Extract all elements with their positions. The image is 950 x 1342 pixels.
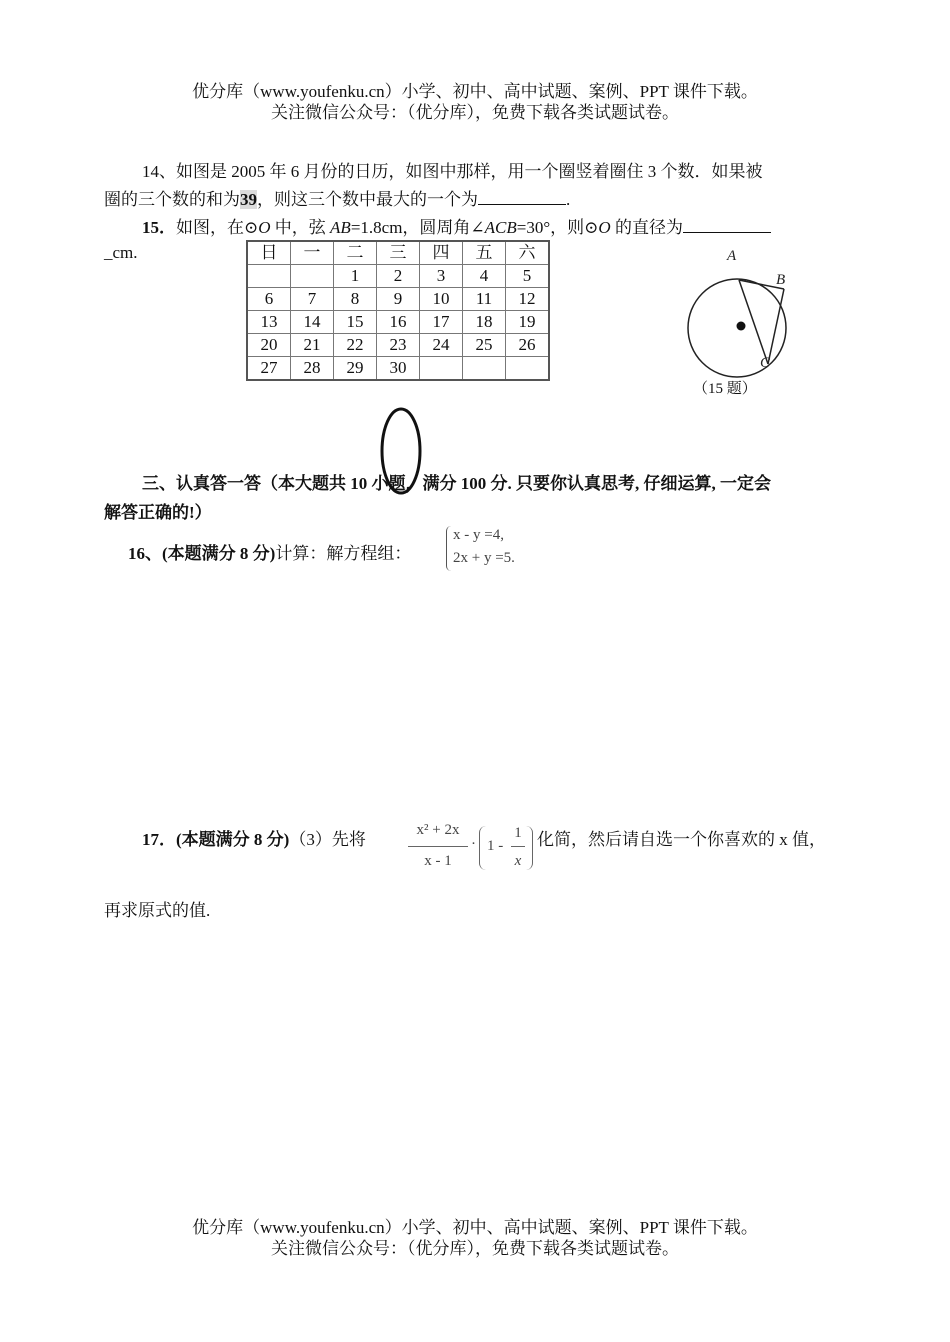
q15-answer-blank[interactable] — [683, 218, 771, 233]
q17-line-1 — [142, 825, 366, 850]
calendar-cell: 15 — [334, 311, 377, 334]
q17-part: （3）先将 — [289, 830, 366, 849]
q16-line — [128, 539, 411, 564]
q14-answer-blank[interactable] — [478, 190, 566, 205]
q15-number: 15． — [142, 218, 176, 237]
q14-line-1: 14、如图是 2005 年 6 月份的日历，如图中那样，用一个圈竖着圈住 3 个数．如果被 — [142, 162, 763, 181]
q17-label: 17．(本题满分 8 分) — [142, 830, 290, 849]
calendar-cell — [247, 265, 291, 288]
header-line-2: 关注微信公众号：（优分库），免费下载各类试题试卷。 — [271, 103, 679, 122]
calendar-header-cell: 三 — [377, 241, 420, 265]
section-3-line-1: 三、认真答一答（本大题共 10 小题，满分 100 分. 只要你认真思考, 仔细运算, 一定会 — [142, 474, 771, 493]
calendar-cell: 19 — [506, 311, 550, 334]
calendar-cell — [291, 265, 334, 288]
calendar-header-cell: 五 — [463, 241, 506, 265]
calendar-header-row — [247, 241, 549, 265]
header-line-1: 优分库（www.youfenku.cn）小学、初中、高中试题、案例、PPT 课件下载。 — [192, 82, 758, 101]
calendar-cell: 20 — [247, 334, 291, 357]
q17-left-paren — [479, 826, 486, 870]
chord-ac — [739, 280, 768, 364]
calendar-header-cell: 日 — [247, 241, 291, 265]
calendar-cell: 5 — [506, 265, 550, 288]
calendar-cell: 11 — [463, 288, 506, 311]
q15-line-2: _cm. — [104, 243, 138, 262]
q15-chord-ab: AB — [330, 218, 351, 237]
label-b: B — [776, 272, 786, 288]
calendar-header-cell: 一 — [291, 241, 334, 265]
q17-dot: · — [471, 836, 476, 852]
calendar-cell: 22 — [334, 334, 377, 357]
q17-right-paren — [526, 826, 533, 870]
q17-line-2: 再求原式的值. — [104, 901, 211, 920]
center-dot — [737, 322, 746, 331]
calendar-cell: 7 — [291, 288, 334, 311]
q16-text: 计算：解方程组： — [275, 544, 412, 563]
calendar-cell: 13 — [247, 311, 291, 334]
q14-text-post: ，则这三个数中最大的一个为 — [257, 190, 478, 209]
calendar-table — [246, 240, 550, 381]
calendar-cell: 29 — [334, 357, 377, 381]
calendar-cell: 2 — [377, 265, 420, 288]
calendar-cell: 27 — [247, 357, 291, 381]
calendar-cell: 24 — [420, 334, 463, 357]
q15-text-2: 中，弦 — [270, 218, 331, 237]
q15-angle-acb: ACB — [484, 218, 517, 237]
calendar-cell — [420, 357, 463, 381]
q17-denominator: x - 1 — [424, 853, 452, 869]
label-a: A — [727, 248, 737, 264]
q14-end: . — [566, 190, 571, 209]
q15-text-1: 如图，在⊙ — [176, 218, 259, 237]
calendar-cell: 17 — [420, 311, 463, 334]
calendar-row — [247, 265, 549, 288]
calendar-cell: 4 — [463, 265, 506, 288]
calendar-cell: 16 — [377, 311, 420, 334]
q16-eq-2: 2x + y =5. — [453, 550, 515, 566]
section-3-line-2: 解答正确的!） — [104, 503, 212, 522]
calendar-cell: 21 — [291, 334, 334, 357]
calendar-cell: 25 — [463, 334, 506, 357]
calendar-cell: 23 — [377, 334, 420, 357]
q16-eq-1: x - y =4, — [453, 527, 504, 543]
q15-circle-o-1: O — [258, 218, 271, 237]
q14-line-2 — [104, 185, 570, 210]
q17-fraction-bar — [408, 846, 468, 847]
calendar-cell: 3 — [420, 265, 463, 288]
q15-circle-figure — [670, 240, 810, 400]
q14-text-pre: 圈的三个数的和为 — [104, 190, 240, 209]
calendar-cell — [463, 357, 506, 381]
calendar-cell: 6 — [247, 288, 291, 311]
q17-inner-numerator: 1 — [514, 825, 522, 841]
footer-line-1: 优分库（www.youfenku.cn）小学、初中、高中试题、案例、PPT 课件下载。 — [192, 1218, 758, 1237]
q17-inner-bar — [511, 846, 525, 847]
calendar-header-cell: 六 — [506, 241, 550, 265]
calendar-cell: 26 — [506, 334, 550, 357]
calendar-header-cell: 四 — [420, 241, 463, 265]
q17-after: 化简，然后请自选一个你喜欢的 x 值， — [537, 830, 826, 849]
calendar-cell — [506, 357, 550, 381]
calendar-row — [247, 311, 549, 334]
q17-one-minus: 1 - — [487, 838, 504, 854]
q17-numerator: x² + 2x — [416, 822, 460, 838]
calendar-row — [247, 334, 549, 357]
q15-text-3: =1.8cm，圆周角∠ — [350, 218, 485, 237]
label-c: C — [760, 355, 771, 371]
calendar-cell: 18 — [463, 311, 506, 334]
calendar-header-cell: 二 — [334, 241, 377, 265]
q15-line-1 — [142, 213, 771, 238]
chord-bc — [768, 289, 784, 364]
q17-inner-denominator: x — [514, 853, 522, 869]
q15-text-5: 的直径为 — [610, 218, 683, 237]
q16-label: 16、(本题满分 8 分) — [128, 544, 276, 563]
q14-sum: 39 — [240, 190, 257, 209]
calendar-cell: 14 — [291, 311, 334, 334]
calendar-cell: 30 — [377, 357, 420, 381]
calendar-cell: 28 — [291, 357, 334, 381]
calendar-row — [247, 357, 549, 381]
q15-caption: （15 题） — [693, 381, 757, 397]
calendar-cell: 1 — [334, 265, 377, 288]
calendar-row — [247, 288, 549, 311]
q16-brace — [446, 526, 451, 571]
footer-line-2: 关注微信公众号：（优分库），免费下载各类试题试卷。 — [271, 1239, 679, 1258]
calendar-cell: 10 — [420, 288, 463, 311]
q15-circle-o-2: O — [598, 218, 611, 237]
calendar-cell: 12 — [506, 288, 550, 311]
calendar-cell: 8 — [334, 288, 377, 311]
calendar-cell: 9 — [377, 288, 420, 311]
q15-text-4: =30°，则⊙ — [516, 218, 599, 237]
